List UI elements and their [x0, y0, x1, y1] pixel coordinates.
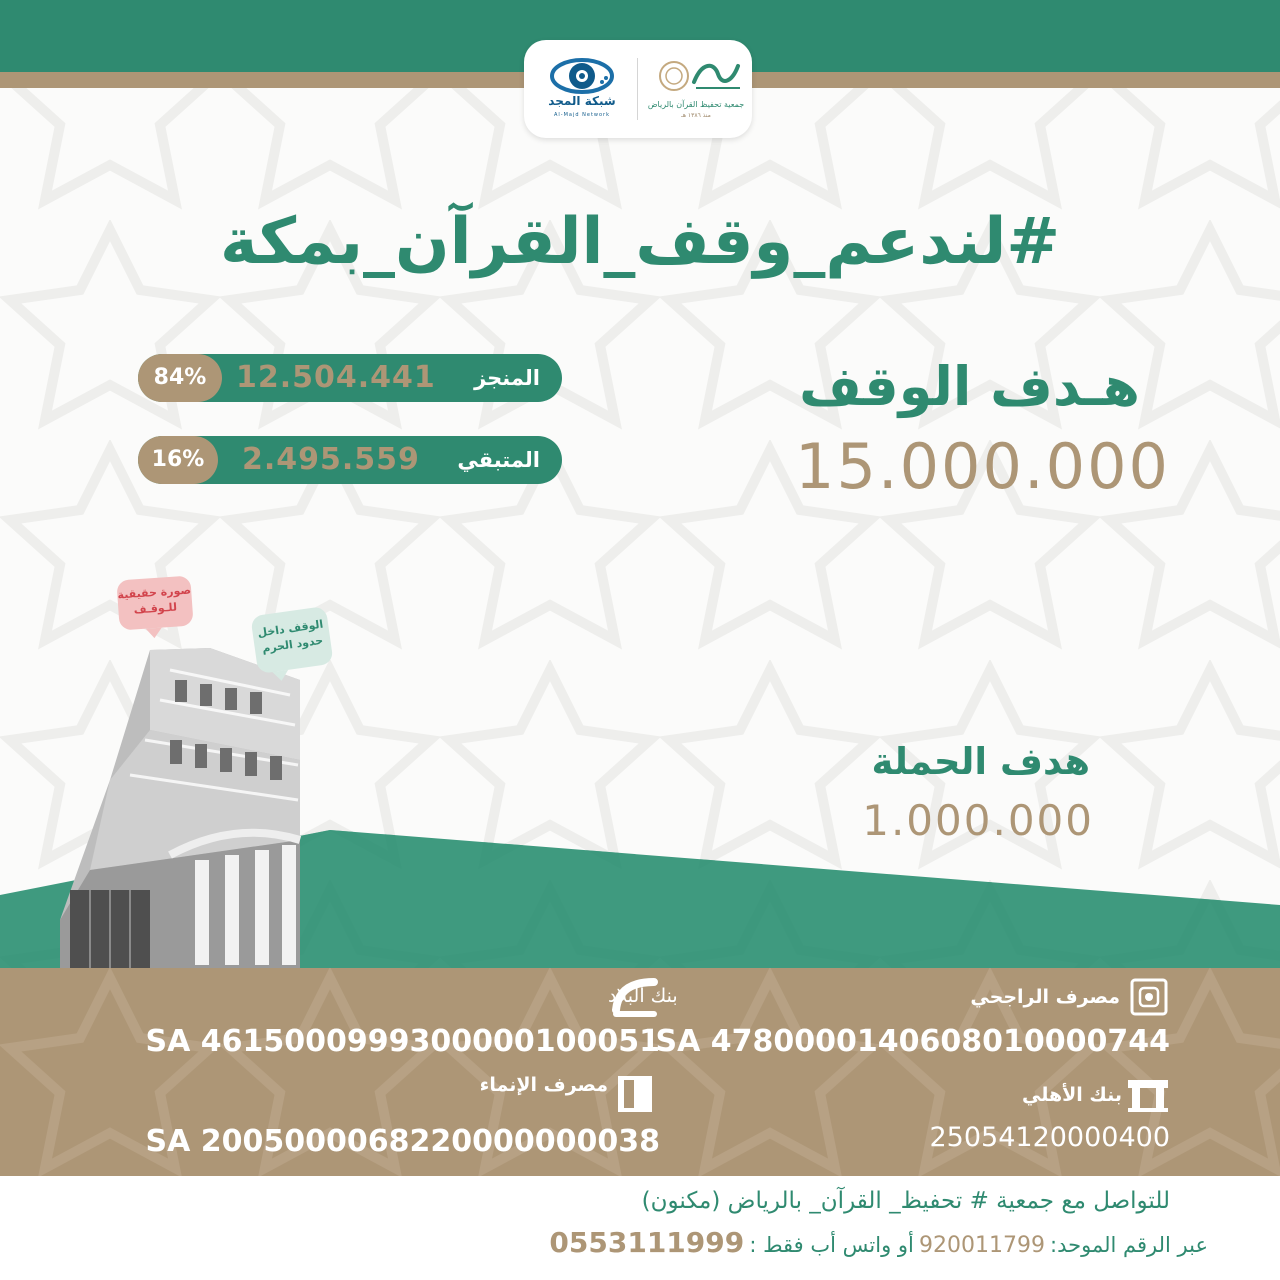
inma-bank-name: مصرف الإنماء	[479, 1074, 608, 1096]
society-calligraphy-emblem-icon	[644, 52, 748, 98]
achieved-pill	[138, 354, 562, 402]
achieved-value: 12.504.441	[236, 360, 436, 395]
society-logo-text: جمعية تحفيظ القرآن بالرياض	[647, 100, 745, 109]
remaining-value: 2.495.559	[242, 442, 420, 477]
ahli-bank-name: بنك الأهلي	[1021, 1084, 1122, 1106]
remaining-label: المتبقي	[457, 448, 540, 472]
whatsapp-label: أو واتس أب فقط :	[749, 1233, 914, 1257]
whatsapp-number[interactable]: 0553111999	[549, 1226, 745, 1259]
campaign-goal-value: 1.000.000	[862, 796, 1094, 845]
rajhi-bank-icon	[1130, 978, 1168, 1016]
inma-bank-icon	[616, 1074, 656, 1114]
remaining-pill	[138, 436, 562, 484]
ahli-bank-icon	[1128, 1078, 1168, 1112]
remaining-percent-badge: 16%	[138, 436, 218, 484]
campaign-hashtag[interactable]: #لندعم_وقف_القرآن_بمكة	[220, 205, 1060, 279]
svg-text:بنك البلاد: بنك البلاد	[608, 985, 678, 1007]
society-logo[interactable]	[644, 52, 748, 130]
inma-iban[interactable]: SA 2005000068220000000038	[145, 1124, 660, 1159]
majd-logo-subtitle: Al-Majd Network	[553, 112, 611, 118]
campaign-goal-title: هدف الحملة	[871, 740, 1090, 783]
inside-haram-bubble: الوقف داخل حدود الحرم	[250, 606, 333, 674]
endowment-goal-value: 15.000.000	[795, 430, 1170, 503]
achieved-percent-badge: 84%	[138, 354, 222, 402]
albilad-bank-logo-icon	[508, 976, 678, 1016]
footer-phone-line	[300, 1226, 1208, 1259]
rajhi-iban[interactable]: SA 4780000140608010000744	[655, 1024, 1170, 1059]
society-logo-subtitle: منذ ١٣٨٦ هـ	[681, 112, 711, 119]
endowment-goal-title: هـدف الوقف	[799, 355, 1140, 418]
majd-logo-text: شبكة المجد	[548, 94, 616, 108]
ahli-account-number[interactable]: 25054120000400	[929, 1122, 1170, 1153]
unified-number[interactable]: 920011799	[918, 1233, 1045, 1258]
footer-contact-line: للتواصل مع جمعية # تحفيظ_ القرآن_ بالرياض (مكنون)	[641, 1188, 1170, 1214]
majd-globe-icon	[532, 52, 632, 96]
endowment-building-photo	[50, 640, 370, 970]
majd-logo[interactable]	[532, 52, 632, 130]
logo-divider	[637, 58, 638, 120]
real-photo-bubble: صورة حقيقية للـوقـف	[116, 575, 193, 630]
albilad-iban[interactable]: SA 4615000999300000100051	[145, 1024, 660, 1059]
achieved-label: المنجز	[474, 366, 540, 390]
rajhi-bank-name: مصرف الراجحي	[970, 986, 1120, 1008]
unified-number-label: عبر الرقم الموحد:	[1050, 1233, 1208, 1257]
